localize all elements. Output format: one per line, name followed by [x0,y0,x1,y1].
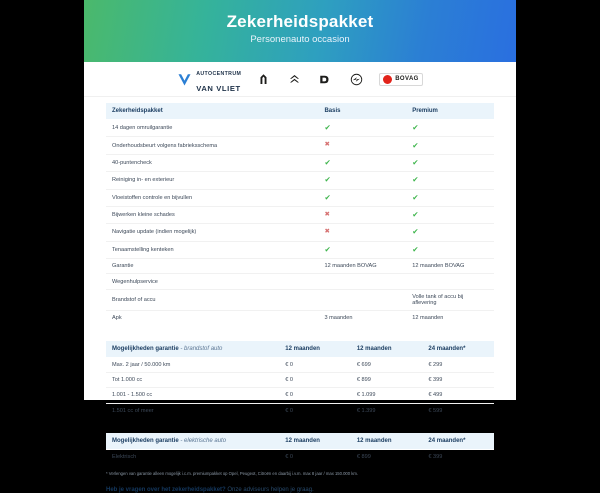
header-ev-c2: 12 maanden [351,433,423,450]
cell-basis [318,311,406,326]
table-row [106,120,494,137]
header-feature: Zekerheidspakket [106,103,318,120]
cell-price-1: € 0 [279,372,351,387]
header-fuel-c3: 24 maanden* [422,341,494,358]
header-ev-c1: 12 maanden [279,433,351,450]
cell-price-2: € 699 [351,357,423,372]
table-row [106,259,494,274]
cell-basis [318,224,406,241]
cell-price-1: € 0 [279,388,351,403]
table-row [106,137,494,154]
table-row [106,206,494,223]
cell-premium [406,206,494,223]
cell-text: 12 maanden [412,315,444,322]
ds-automobiles-icon [317,71,334,88]
check-icon: ✔ [412,227,419,237]
table-row [106,357,494,372]
cell-feature: Onderhoudsbeurt volgens fabrieksschema [106,137,318,154]
electric-table-body [106,450,494,465]
dealer-logo [177,63,241,95]
garantie-brandstof-table [106,341,494,419]
cell-feature: 40-puntencheck [106,154,318,171]
check-icon: ✔ [324,244,331,254]
table-row [106,403,494,418]
cell-text: 3 maanden [324,315,353,322]
cross-icon: ✖ [324,228,330,236]
check-icon: ✔ [412,157,419,167]
peugeot-lion-icon [255,71,272,88]
cell-premium [406,274,494,289]
cell-basis [318,120,406,137]
cell-feature: Vloeistoffen controle en bijvullen [106,189,318,206]
cell-basis [318,274,406,289]
cell-feature: 14 dagen omruilgarantie [106,120,318,137]
cell-price-3: € 499 [422,388,494,403]
check-icon: ✔ [412,210,419,220]
check-icon: ✔ [412,140,419,150]
bovag-dot-icon [383,75,392,84]
main-table-body [106,120,494,326]
cell-premium [406,311,494,326]
cell-premium [406,172,494,189]
cell-feature: Wegenhulpservice [106,274,318,289]
cell-price-3: € 399 [428,454,443,461]
header-ev-c3: 24 maanden* [422,433,494,450]
van-vliet-mark-icon [177,72,192,87]
cell-feature: Garantie [106,259,318,274]
cell-price-2: € 899 [356,454,371,461]
table-row [106,189,494,206]
electric-table-wrap [106,433,494,464]
cell-price-3: € 399 [422,372,494,387]
fuel-table-body [106,357,494,418]
table-header-row [106,103,494,120]
cell-price-2: € 1.099 [351,388,423,403]
fuel-table-wrap [106,341,494,419]
dealer-logo-line1: AUTOCENTRUM [196,71,242,77]
cell-premium [406,224,494,241]
footer-cta [106,487,494,493]
page-subtitle: Personenauto occasion [250,34,350,45]
cell-label: Tot 1.000 cc [106,372,279,387]
header-fuel-c1: 12 maanden [279,341,351,358]
table-row [106,274,494,289]
cross-icon: ✖ [324,141,330,149]
cell-basis [318,241,406,258]
cell-feature: Brandstof of accu [106,289,318,310]
cell-label: Elektrisch [112,454,137,461]
table-row [106,388,494,403]
check-icon: ✔ [412,175,419,185]
logo-strip [84,62,516,97]
table-row [106,289,494,310]
cell-basis [318,259,406,274]
table-row [106,372,494,387]
header-banner [84,0,516,62]
bovag-label: BOVAG [395,76,419,82]
cell-premium [406,137,494,154]
check-icon: ✔ [412,123,419,133]
cell-price-3: € 299 [422,357,494,372]
footer-question: Heb je vragen over het zekerheidspakket? [106,486,226,493]
cell-feature: Apk [112,315,122,322]
cell-basis [318,172,406,189]
table-row [106,154,494,171]
check-icon: ✔ [324,192,331,202]
cell-feature: Bijwerken kleine schades [106,206,318,223]
garantie-elektrisch-table [106,433,494,464]
cell-price-3: € 599 [428,407,443,414]
cross-icon: ✖ [324,210,330,218]
dealer-logo-line2: VAN VLIET [196,84,241,93]
header-fuel-c2: 12 maanden [351,341,423,358]
table-row [106,241,494,258]
cell-premium [406,259,494,274]
table-header-row [106,433,494,450]
table-row [106,172,494,189]
header-garantie-sub: - brandstof auto [178,345,223,352]
document-page [84,0,516,493]
cell-basis [318,289,406,310]
cell-basis [318,206,406,223]
table-row [106,311,494,326]
cell-label: 1.501 cc of meer [112,407,154,414]
table-row [106,224,494,241]
check-icon: ✔ [412,192,419,202]
check-icon: ✔ [412,244,419,254]
cell-premium [406,120,494,137]
header-garantie-elektrisch [106,433,279,450]
cell-premium [406,241,494,258]
cell-price-2: € 1.399 [356,407,376,414]
cell-label: 1.001 - 1.500 cc [106,388,279,403]
bovag-logo [379,73,423,86]
main-table-wrap [106,103,494,326]
page-title: Zekerheidspakket [226,12,374,31]
cell-feature: Reiniging in- en exterieur [106,172,318,189]
cell-text: 12 maanden BOVAG [324,263,377,270]
header-premium: Premium [406,103,494,120]
cell-premium [406,154,494,171]
cell-price-1: € 0 [285,454,294,461]
table-row [106,450,494,465]
cell-basis [318,189,406,206]
dealer-logo-text [196,63,241,95]
cell-premium [406,189,494,206]
cell-premium [406,289,494,310]
cell-basis [318,137,406,154]
cell-feature: Tenaamstelling kenteken [106,241,318,258]
cell-price-1: € 0 [285,407,294,414]
opel-blitz-icon [348,71,365,88]
header-garantie-brandstof [106,341,279,358]
check-icon: ✔ [324,157,331,167]
footnote: * Verlengen van garantie alleen mogelijk i.c.m. premiumpakket op Opel, Peugeot, Citroën en daarbij i.v.m. max 8 jaar / max 150.000 km. [106,471,358,477]
zekerheidspakket-table [106,103,494,326]
cell-label: Max. 2 jaar / 50.000 km [106,357,279,372]
check-icon: ✔ [324,123,331,133]
header-basis: Basis [318,103,406,120]
check-icon: ✔ [324,175,331,185]
cell-price-1: € 0 [279,357,351,372]
header-garantie-label: Mogelijkheden garantie [112,345,179,352]
table-header-row [106,341,494,358]
cell-price-2: € 899 [351,372,423,387]
cell-text: 12 maanden BOVAG [412,263,465,270]
cell-basis [318,154,406,171]
cell-text: Volle tank of accu bij aflevering [412,293,464,306]
header-garantie-sub: - elektrische auto [178,438,227,444]
cell-feature: Navigatie update (indien mogelijk) [106,224,318,241]
footer-rest: Onze adviseurs helpen je graag. [225,486,314,493]
citroen-chevrons-icon [286,71,303,88]
header-garantie-label: Mogelijkheden garantie [112,438,179,444]
